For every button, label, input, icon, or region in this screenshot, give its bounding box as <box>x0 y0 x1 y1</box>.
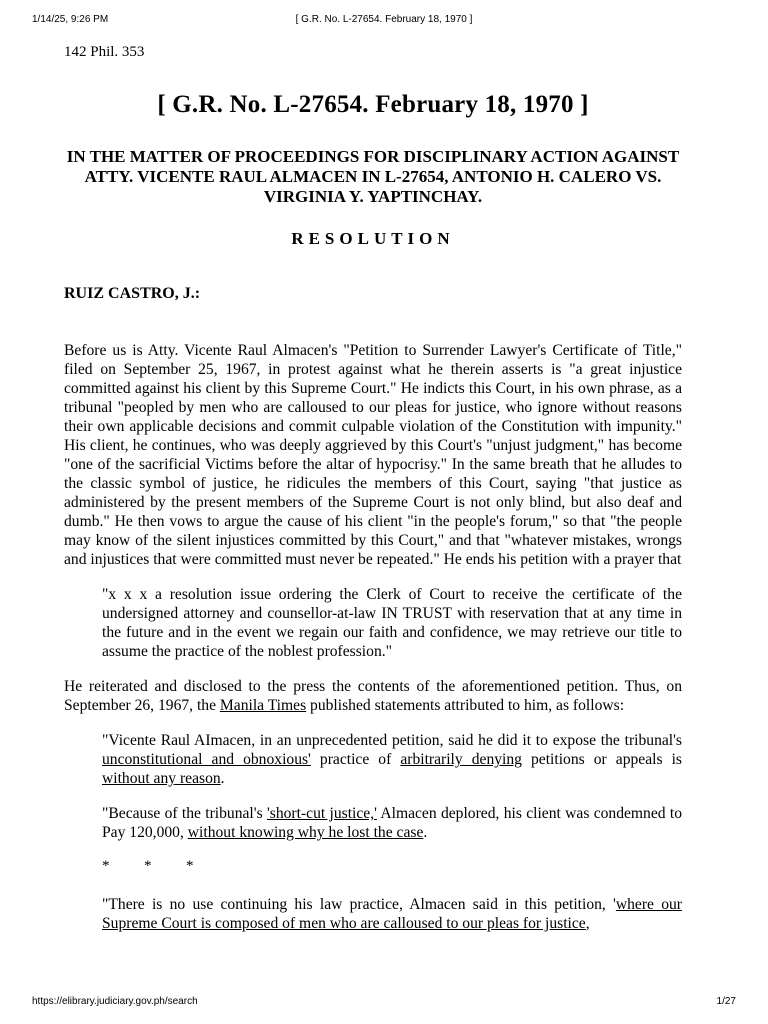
print-datetime: 1/14/25, 9:26 PM <box>32 14 109 25</box>
star: * <box>102 858 110 874</box>
text-run: . <box>220 770 225 787</box>
print-url: https://elibrary.judiciary.gov.ph/search <box>32 996 198 1007</box>
case-title: [ G.R. No. L-27654. February 18, 1970 ] <box>157 91 589 118</box>
text-run: , <box>585 915 590 932</box>
phil-citation: 142 Phil. 353 <box>64 44 145 60</box>
quote-2 <box>102 731 682 788</box>
case-matter: IN THE MATTER OF PROCEEDINGS FOR DISCIPLINARY ACTION AGAINST ATTY. VICENTE RAUL ALMACEN IN L-27654, ANTONIO H. CALERO VS. VIRGINIA Y. YAPTINCHAY. <box>66 147 680 206</box>
print-footer <box>32 996 736 1010</box>
underlined-text: arbitrarily denying <box>400 751 522 768</box>
underlined-text: unconstitutional and obnoxious' <box>102 751 311 768</box>
quote-1: "x x x a resolution issue ordering the Clerk of Court to receive the certificate of the undersigned attorney and counsellor-at-law IN TRUST with reservation that at any time in the future and in the event we regain our faith and confidence, we may retrieve our title to assume the practice of the noblest profession." <box>102 586 682 660</box>
underlined-text: where our Supreme Court is composed of men who are calloused to our pleas for justice <box>102 896 682 932</box>
quote-4 <box>102 895 682 933</box>
underlined-text: without any reason <box>102 770 221 787</box>
text-run: practice of <box>310 751 401 768</box>
star: * <box>144 858 152 874</box>
quote-3 <box>102 804 682 842</box>
paragraph-2 <box>64 677 682 715</box>
print-title: [ G.R. No. L-27654. February 18, 1970 ] <box>295 14 473 25</box>
page-number: 1/27 <box>716 996 736 1007</box>
text-run: He reiterated and disclosed to the press the contents of the aforementioned petition. Thus, on September 26, 1967, the <box>64 678 682 714</box>
text-run: "There is no use continuing his law practice, Almacen said in this petition, ' <box>102 896 616 913</box>
text-run: . <box>423 824 428 841</box>
underlined-text: without knowing why he lost the case <box>187 824 424 841</box>
text-run: "Vicente Raul AImacen, in an unprecedented petition, said he did it to expose the tribunal's <box>102 732 682 749</box>
underlined-text: 'short-cut justice,' <box>266 805 377 822</box>
ponente: RUIZ CASTRO, J.: <box>64 285 201 302</box>
text-run: "Because of the tribunal's <box>102 805 267 822</box>
ellipsis-stars <box>102 858 682 875</box>
text-run: petitions or appeals is <box>521 751 682 768</box>
star: * <box>186 858 194 874</box>
print-header <box>32 14 736 28</box>
underlined-text: Manila Times <box>219 697 307 714</box>
text-run: Almacen deplored, his client was condemned to Pay 120,000, <box>102 805 682 841</box>
resolution-heading: RESOLUTION <box>291 229 455 248</box>
paragraph-1: Before us is Atty. Vicente Raul Almacen's "Petition to Surrender Lawyer's Certificate of Title," filed on September 25, 1967, in protest against what he therein asserts is "a great injustice committed against his client by this Supreme Court." He indicts this Court, in his own phrase, as a tribunal "peopled by men who are calloused to our pleas for justice, who ignore without reasons their own applicable decisions and commit culpable violation of the Constitution with impunity." His client, he continues, who was deeply aggrieved by this Court's "unjust judgment," has become "one of the sacrificial Victims before the altar of hypocrisy." In the same breath that he alludes to the classic symbol of justice, he ridicules the members of this Court, saying "that justice as administered by the present members of the Supreme Court is not only blind, but also deaf and dumb." He then vows to argue the cause of his client "in the people's forum," so that "the people may know of the silent injustices committed by this Court," and that "whatever mistakes, wrongs and injustices that were committed must never be repeated." He ends his petition with a prayer that <box>64 342 682 568</box>
text-run: published statements attributed to him, as follows: <box>306 697 625 714</box>
document-page <box>64 44 682 949</box>
